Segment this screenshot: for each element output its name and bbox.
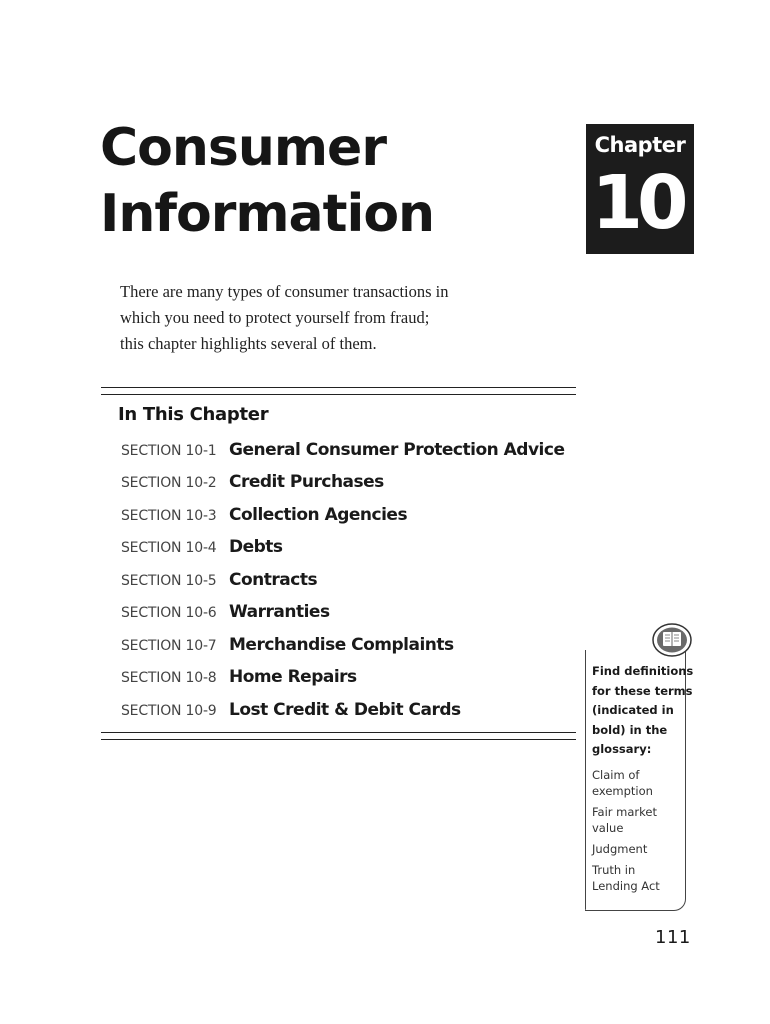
toc-entry[interactable] [121,602,330,626]
glossary-heading-line: glossary: [592,742,652,756]
glossary-term-line: Truth in [592,863,636,877]
toc-entry[interactable] [121,537,283,561]
toc-section-title: Credit Purchases [229,472,384,492]
toc-entry[interactable] [121,505,407,529]
glossary-term[interactable] [592,767,684,799]
glossary-term-line: exemption [592,784,653,798]
toc-entry[interactable] [121,570,317,594]
toc-section-number: SECTION 10-6 [121,605,217,621]
glossary-heading-line: (indicated in [592,703,674,717]
toc-entry[interactable] [121,440,565,464]
toc-entry[interactable] [121,635,454,659]
glossary-term-line: Lending Act [592,879,660,893]
glossary-heading [592,662,694,760]
glossary-heading-line: bold) in the [592,722,668,737]
toc-entry[interactable] [121,700,461,724]
chapter-badge [586,124,694,254]
divider-rule [101,387,576,388]
divider-rule [101,739,576,740]
toc-entry[interactable] [121,667,357,691]
intro-line: There are many types of consumer transactions in [120,282,449,301]
toc-section-title: Warranties [229,602,330,622]
glossary-term-line: Claim of [592,768,640,782]
toc-section-number: SECTION 10-3 [121,508,217,524]
toc-section-title: Home Repairs [229,667,357,687]
toc-entry[interactable] [121,472,384,496]
page-number: 111 [655,927,691,948]
glossary-term[interactable] [592,804,684,836]
chapter-intro [120,279,540,357]
glossary-term-list [592,767,684,899]
divider-rule [101,732,576,733]
toc-section-number: SECTION 10-1 [121,443,217,459]
toc-section-title: General Consumer Protection Advice [229,440,565,460]
chapter-title-line-1: Consumer [100,118,386,178]
chapter-label: Chapter [594,133,686,157]
glossary-term[interactable] [592,862,684,894]
glossary-heading-line: Find definitions [592,664,694,678]
glossary-term[interactable] [592,841,684,857]
glossary-term-line: value [592,821,624,835]
toc-section-number: SECTION 10-9 [121,703,217,719]
intro-line: this chapter highlights several of them. [120,334,377,353]
toc-section-number: SECTION 10-2 [121,475,217,491]
chapter-number: 10 [591,160,683,246]
glossary-heading-line: for these terms [592,683,693,698]
glossary-term-line: Judgment [592,842,648,856]
toc-section-title: Lost Credit & Debit Cards [229,700,461,720]
book-badge-icon [651,622,693,658]
toc-section-title: Contracts [229,570,318,590]
toc-section-title: Debts [229,537,283,557]
divider-rule [101,394,576,395]
toc-section-number: SECTION 10-4 [121,540,217,556]
toc-section-title: Collection Agencies [229,505,408,525]
toc-section-number: SECTION 10-5 [121,573,217,589]
intro-line: which you need to protect yourself from fraud; [120,308,430,327]
chapter-title-line-2: Information [100,184,435,244]
toc-section-title: Merchandise Complaints [229,635,454,655]
toc-section-number: SECTION 10-8 [121,670,217,686]
toc-heading: In This Chapter [118,404,269,425]
glossary-term-line: Fair market [592,805,657,819]
toc-section-number: SECTION 10-7 [121,638,217,654]
